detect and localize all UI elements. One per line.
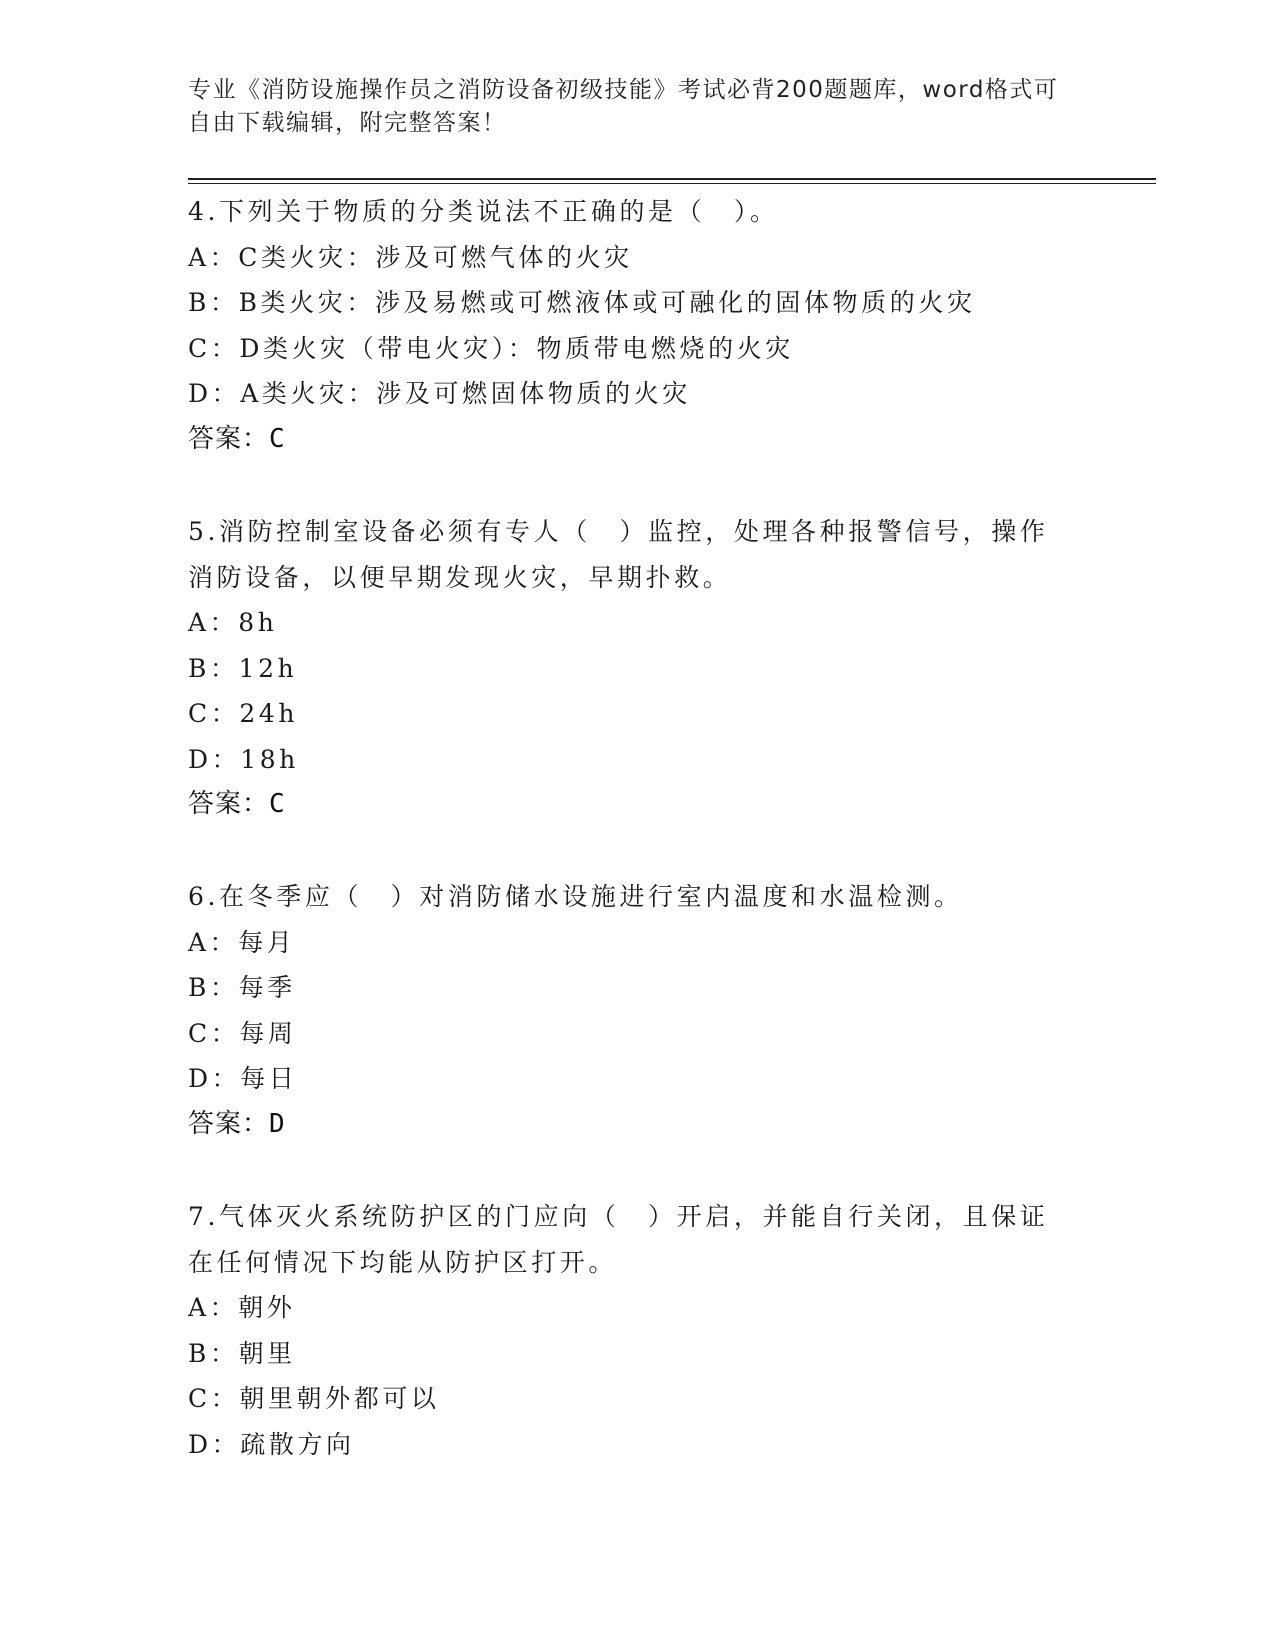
- header-divider-thin: [188, 183, 1156, 184]
- header-divider-thick: [188, 178, 1156, 180]
- option-a: A：C类火灾：涉及可燃气体的火灾: [188, 242, 633, 272]
- answer-label: 答案：: [188, 423, 270, 454]
- answer-value: C: [269, 789, 286, 819]
- option-a: A：8h: [188, 608, 278, 637]
- header-title-line-1: 专业《消防设施操作员之消防设备初级技能》考试必背200题题库，word格式可: [188, 77, 1059, 103]
- option-c: C：D类火灾（带电火灾）：物质带电燃烧的火灾: [188, 333, 794, 363]
- question-stem: 5.消防控制室设备必须有专人（ ）监控，处理各种报警信号，操作消防设备，以便早期发现火灾，早期扑救。: [188, 517, 1049, 592]
- option-a: A：朝外: [188, 1293, 296, 1322]
- option-d: D：每日: [188, 1064, 298, 1093]
- question-5: [188, 509, 1068, 828]
- question-stem: 4.下列关于物质的分类说法不正确的是（ ）。: [188, 197, 779, 226]
- question-6: [188, 874, 1068, 1147]
- option-b: B：每季: [188, 973, 296, 1002]
- option-a: A：每月: [188, 927, 296, 957]
- answer-line: [188, 1102, 1068, 1148]
- document-header: [188, 74, 1068, 140]
- question-stem: 7.气体灭火系统防护区的门应向（ ）开启，并能自行关闭，且保证在任何情况下均能从防护区打开。: [188, 1202, 1049, 1277]
- option-d: D：18h: [188, 744, 299, 774]
- answer-line: [188, 782, 1068, 828]
- option-c: C：每周: [188, 1018, 297, 1048]
- option-d: D：A类火灾：涉及可燃固体物质的火灾: [188, 379, 691, 408]
- option-b: B：B类火灾：涉及易燃或可燃液体或可融化的固体物质的火灾: [188, 288, 976, 317]
- option-b: B：朝里: [188, 1338, 296, 1368]
- answer-line: [188, 417, 1068, 463]
- question-4: [188, 189, 1068, 462]
- answer-label: 答案：: [188, 1108, 270, 1139]
- option-c: C：朝里朝外都可以: [188, 1384, 440, 1413]
- answer-value: C: [269, 423, 286, 454]
- header-title-line-2: 自由下载编辑，附完整答案！: [188, 110, 507, 136]
- answer-label: 答案：: [188, 789, 270, 819]
- option-d: D：疏散方向: [188, 1429, 355, 1459]
- question-7: [188, 1194, 1068, 1467]
- option-b: B：12h: [188, 653, 298, 683]
- answer-value: D: [269, 1108, 286, 1139]
- option-c: C：24h: [188, 699, 299, 728]
- question-stem: 6.在冬季应（ ）对消防储水设施进行室内温度和水温检测。: [188, 882, 963, 911]
